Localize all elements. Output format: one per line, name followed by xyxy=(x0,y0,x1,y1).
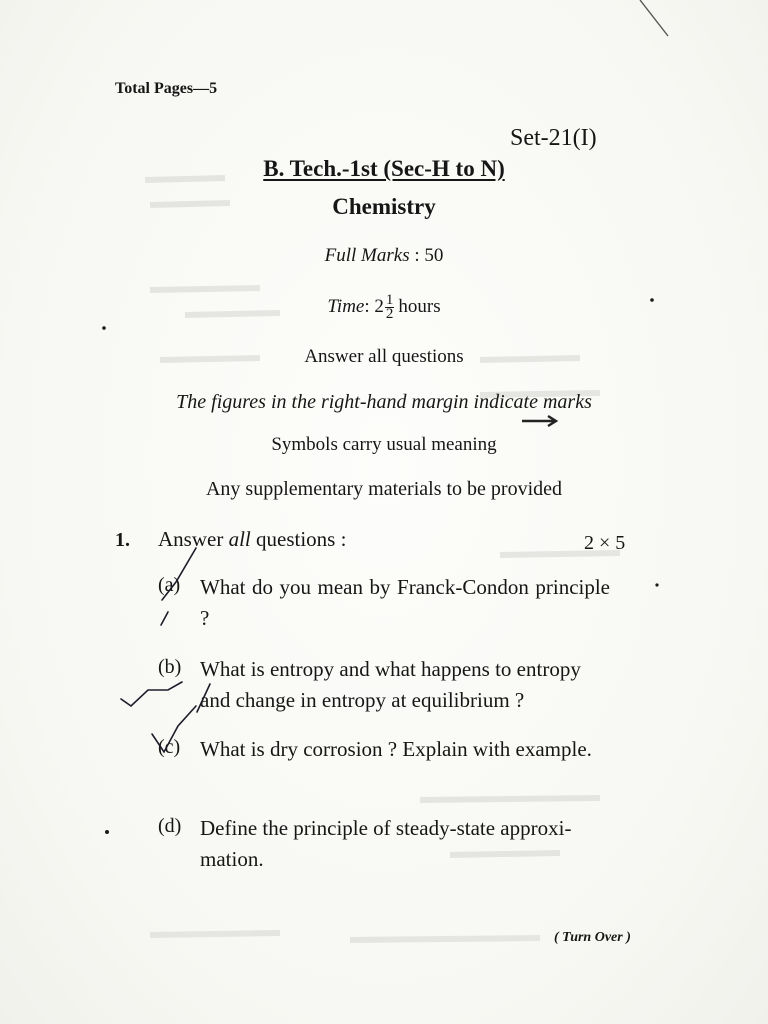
instruction-marks-margin: The figures in the right-hand margin indicate marks xyxy=(176,391,592,413)
question-number: 1. xyxy=(115,529,130,551)
part-c-label: (c) xyxy=(158,736,181,758)
set-code: Set-21(I) xyxy=(510,125,597,151)
tick-mark-a xyxy=(162,548,196,600)
total-pages: Total Pages—5 xyxy=(115,80,218,97)
part-a-text: What do you mean by Franck-Condon principle ? xyxy=(200,575,610,630)
margin-dot xyxy=(102,326,106,330)
time-fraction-numerator: 1 xyxy=(385,292,394,308)
question-title-post: questions : xyxy=(250,527,347,551)
question-title-emphasis: all xyxy=(228,527,251,551)
question-marks: 2 × 5 xyxy=(584,532,626,554)
tick-mark-a-lower xyxy=(161,612,168,625)
time-suffix: hours xyxy=(398,295,441,317)
time-label: Time xyxy=(327,295,365,317)
part-b-label: (b) xyxy=(158,656,182,678)
part-a-label: (a) xyxy=(158,574,181,596)
instruction-symbols: Symbols carry usual meaning xyxy=(271,434,497,455)
part-d-label: (d) xyxy=(158,815,182,837)
course-text: B. Tech.-1st (Sec-H to N) xyxy=(263,156,505,181)
subject-title: Chemistry xyxy=(332,194,436,219)
instruction-supplementary: Any supplementary materials to be provided xyxy=(205,478,562,500)
margin-dot xyxy=(650,298,654,302)
turn-over-note: ( Turn Over ) xyxy=(554,930,631,945)
time-prefix: : 2 xyxy=(364,295,384,317)
tick-mark-b-stem xyxy=(197,684,210,712)
question-title-pre: Answer xyxy=(158,527,229,551)
tick-mark-c xyxy=(152,706,196,752)
time-fraction-denominator: 2 xyxy=(385,306,394,322)
margin-dot xyxy=(105,830,109,834)
full-marks-label: Full Marks xyxy=(324,245,410,266)
margin-dot xyxy=(655,583,658,586)
full-marks-value: : 50 xyxy=(414,245,444,266)
instruction-answer-all: Answer all questions xyxy=(304,346,464,367)
tick-mark-b xyxy=(121,682,182,706)
part-b-text: What is entropy and what happens to entropy and change in entropy at equilibrium ? xyxy=(200,657,581,712)
part-d-text: Define the principle of steady-state approxi-mation. xyxy=(200,816,572,871)
part-c-text: What is dry corrosion ? Explain with example. xyxy=(200,737,592,761)
